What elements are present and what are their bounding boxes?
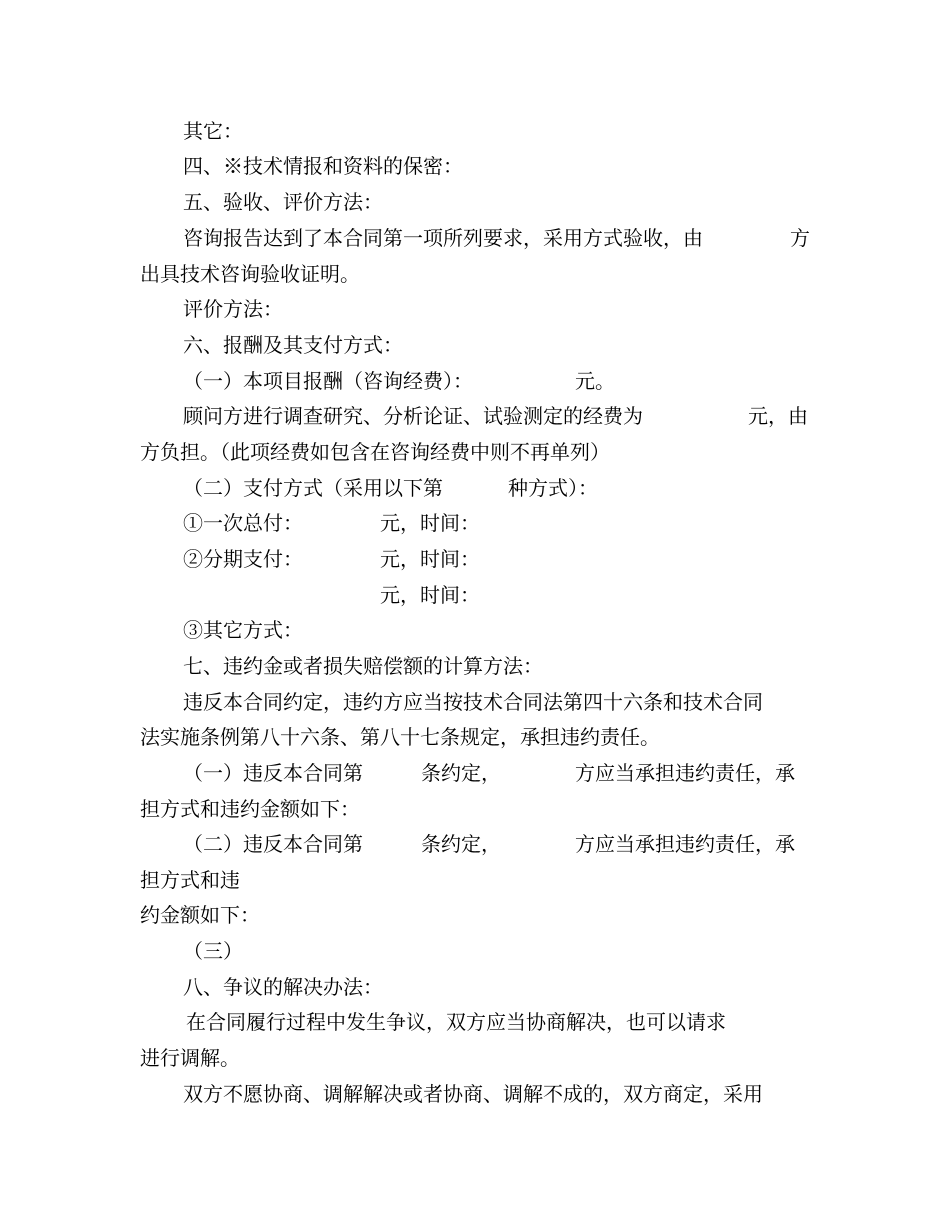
text-line: 方负担。（此项经费如包含在咨询经费中则不再单列） — [140, 440, 610, 464]
text-line: （一）违反本合同第 — [183, 761, 363, 785]
text-line: 方应当承担违约责任，承 — [575, 832, 795, 856]
text-line: 其它： — [183, 119, 243, 143]
text-line: 在合同履行过程中发生争议，双方应当协商解决，也可以请求 — [186, 1010, 726, 1034]
section-heading: 六、报酬及其支付方式： — [183, 333, 403, 357]
text-line: （二）支付方式（采用以下第 — [183, 476, 443, 500]
text-line: 元。 — [575, 369, 615, 393]
section-heading: 四、※技术情报和资料的保密： — [183, 154, 463, 178]
text-line: 违反本合同约定，违约方应当按技术合同法第四十六条和技术合同 — [183, 690, 763, 714]
section-heading: 八、争议的解决办法： — [183, 975, 383, 999]
text-line: （三） — [183, 939, 243, 963]
text-line: 双方不愿协商、调解解决或者协商、调解不成的，双方商定，采用 — [183, 1082, 763, 1106]
text-line: ②分期支付： — [183, 547, 303, 571]
text-line: 方 — [790, 226, 810, 250]
text-line: ①一次总付： — [183, 511, 303, 535]
text-line: 评价方法： — [183, 297, 283, 321]
text-line: （二）违反本合同第 — [183, 832, 363, 856]
text-line: 元，由 — [748, 404, 808, 428]
text-line: 法实施条例第八十六条、第八十七条规定，承担违约责任。 — [140, 725, 660, 749]
section-heading: 七、违约金或者损失赔偿额的计算方法： — [183, 654, 543, 678]
text-line: 条约定， — [421, 832, 501, 856]
text-line: 担方式和违约金额如下： — [140, 797, 360, 821]
text-line: 种方式）： — [508, 476, 598, 500]
section-heading: 五、验收、评价方法： — [183, 190, 383, 214]
text-line: 约金额如下： — [140, 903, 260, 927]
text-line: （一）本项目报酬（咨询经费）： — [183, 369, 473, 393]
text-line: 方应当承担违约责任，承 — [575, 761, 795, 785]
text-line: 元，时间： — [380, 547, 480, 571]
text-line: 担方式和违 — [140, 868, 240, 892]
text-line: 条约定， — [421, 761, 501, 785]
text-line: 元，时间： — [380, 583, 480, 607]
text-line: 元，时间： — [380, 511, 480, 535]
text-line: 咨询报告达到了本合同第一项所列要求，采用方式验收，由 — [183, 226, 703, 250]
text-line: 顾问方进行调查研究、分析论证、试验测定的经费为 — [183, 404, 643, 428]
text-line: ③其它方式： — [183, 618, 303, 642]
text-line: 出具技术咨询验收证明。 — [140, 262, 360, 286]
text-line: 进行调解。 — [140, 1046, 240, 1070]
